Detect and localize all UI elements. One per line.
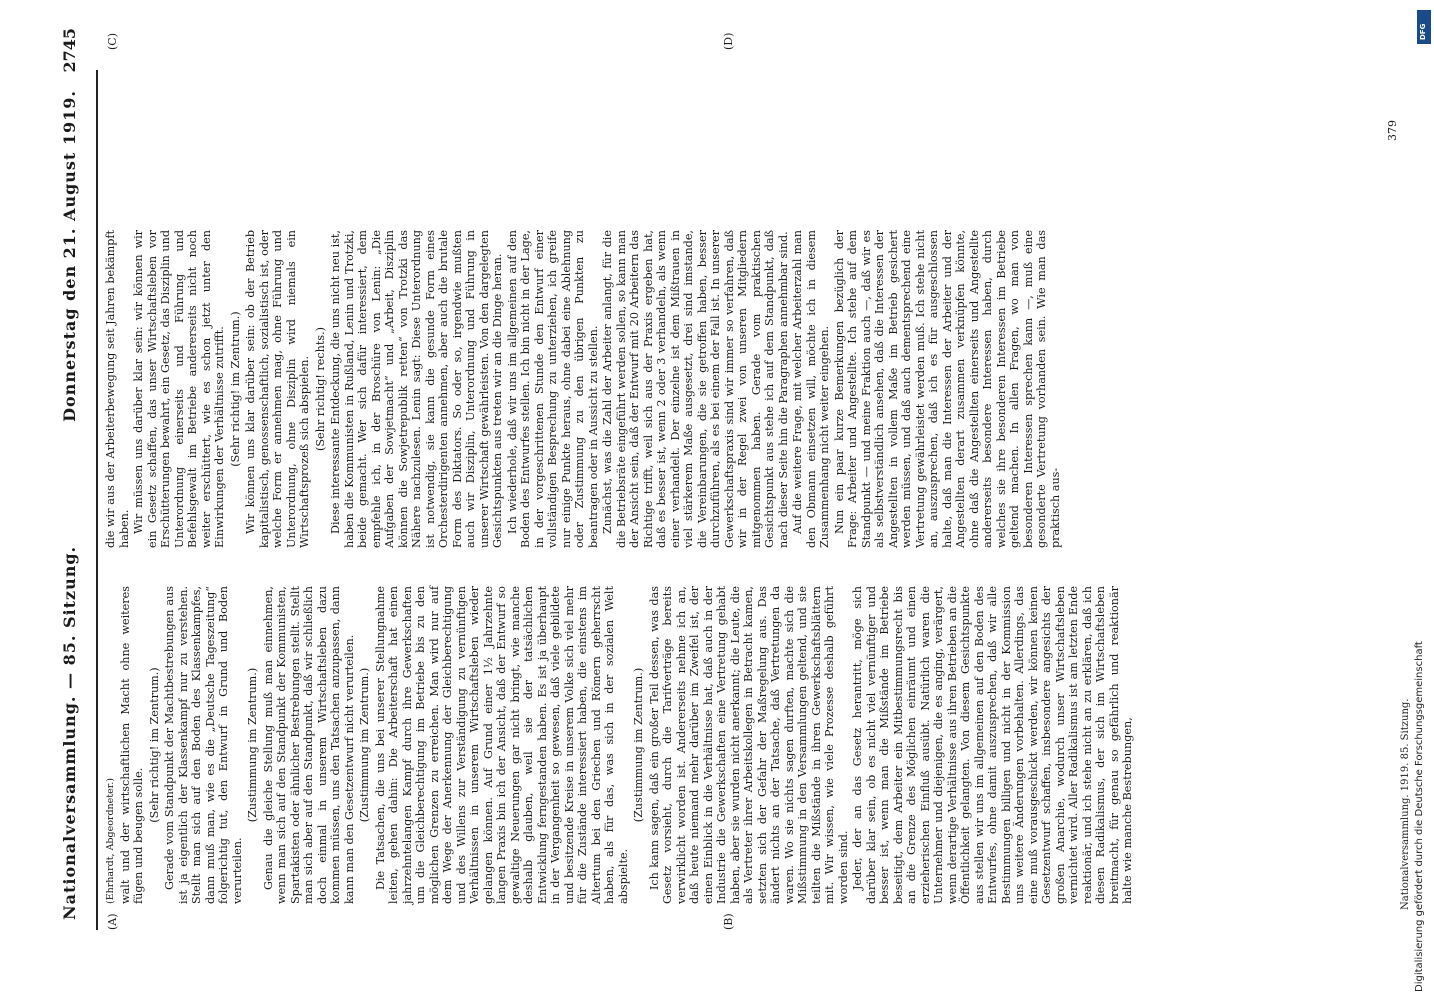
page-number-header: 2745	[60, 28, 79, 73]
footer-note: Nationalversammlung. 1919. 85. Sitzung.	[1400, 698, 1411, 910]
paragraph: Wir können uns klar darüber sein: ob der Betrieb kapitalistisch, genossenschaftlich, sozialistisch ist, oder welche Form er annehmen mag, ohne Führung und Unterordnung, ohne Disziplin wird niemals ein Wirtschaftsprozeß sich abspielen.	[244, 230, 311, 548]
interjection: (Zustimmung im Zentrum.)	[632, 667, 645, 823]
text-column-left	[104, 586, 1136, 904]
margin-marker-b: (B)	[722, 913, 735, 930]
paragraph: Wir müssen uns darüber klar sein: wir können wir ein Gesetz schaffen, das unser Wirtschaftsleben vor Erschütterungen bewahrt, ein Gesetz, das Disziplin und Unterordnung einerseits und Führung und Befehlsgewalt im Betriebe andererseits nicht noch weiter erschüttert, wie es schon jetzt unter den Einwirkungen der Verhältnisse zutrifft.	[132, 230, 226, 548]
paragraph: Jeder, der an das Gesetz herantritt, möge sich darüber klar sein, ob es nicht viel vernünftiger und besser ist, wenn man die Mißstände im Betriebe beseitigt, dem Arbeiter ein Mitbestimmungsrecht bis an die Grenze des Möglichen einräumt und einen erzieherischen Einfluß ausübt. Natürlich waren die Unternehmer und diejenigen, die es anging, verärgert, wenn derartige Verhältnisse aus ihren Betrieben an die Öffentlichkeit gelangten. Von diesem Gesichtspunkte aus stellen wir uns im allgemeinen auf den Boden des Entwurfes, ohne damit auszusprechen, daß wir alle Bestimmungen billigen und nicht in der Kommission uns weitere Änderungen vorbehalten. Allerdings, das eine muß vorausgeschickt werden, wir können keinen Gesetzentwurf schaffen, insbesondere angesichts der großen Anarchie, wodurch unser Wirtschaftsleben vernichtet wird. Aller Radikalismus ist am letzten Ende reaktionär, und ich stehe nicht an zu erklären, daß ich diesen Radikalismus, der sich im Wirtschaftsleben breitmacht, für genau so gefährlich und reaktionär halte wie manche Bestrebungen,	[851, 586, 1134, 904]
paragraph: Diese interessante Entdeckung, die uns nicht neu ist, haben die Kommunisten in Rußland, Lenin und Trotzki, beide gemacht. Wer sich dafür interessiert, dem empfehle ich, in der Broschüre von Lenin: „Die Aufgaben der Sowjetmacht“ und „Arbeit, Disziplin können die Sowjetrepublik retten“ von Trotzki das Nähere nachzulesen. Lenin sagt: Diese Unterordnung ist notwendig, sie kann die gesunde Form eines Orchesterdirigenten annehmen, aber auch die brutale Form des Diktators. So oder so, irgendwie mußten auch wir Disziplin, Unterordnung und Führung in unserer Wirtschaft gewährleisten. Von den dargelegten Gesichtspunkten aus treten wir an die Dinge heran.	[329, 230, 504, 548]
paragraph: Auf die weitere Frage, mit welcher Arbeiterzahl man den Obmann einsetzen will, möchte ich in diesem Zusammenhang nicht weiter eingehen.	[791, 230, 831, 548]
margin-marker-d: (D)	[722, 32, 735, 50]
running-header-date: Donnerstag den 21. August 1919.	[60, 90, 79, 422]
margin-marker-c: (C)	[106, 33, 119, 50]
interjection: (Sehr richtig! im Zentrum.)	[228, 311, 242, 467]
margin-marker-a: (A)	[106, 913, 119, 930]
interjection: (Sehr richtig! im Zentrum.)	[147, 667, 161, 823]
speaker-label: (Ehrhardt, Abgeordneter.)	[105, 778, 116, 904]
header-rule	[96, 70, 98, 930]
paragraph: die wir aus der Arbeiterbewegung seit Jahren bekämpft haben.	[104, 230, 131, 548]
interjection: (Zustimmung im Zentrum.)	[358, 667, 371, 823]
interjection: (Sehr richtig! rechts.)	[313, 326, 327, 452]
running-header-left: Nationalversammlung. — 85. Sitzung.	[60, 545, 79, 920]
paragraph: Gerade vom Standpunkt der Machtbestrebungen aus ist ja eigentlich der Klassenkampf nur zu verstehen. Stellt man sich auf den Boden des Klassenkampfes, dann muß man, wie es die „Deutsche Tageszeitung“ folgerichtig tut, den Entwurf in Grund und Boden verurteilen.	[163, 586, 244, 904]
paragraph: Nun ein paar kurze Bemerkungen bezüglich der Frage: Arbeiter und Angestellte. Ich stehe auf dem Standpunkt — und meine Fraktion auch —, daß wir es als selbstverständlich ansehen, daß die Interessen der Angestellten in vollem Maße im Betrieb gesichert werden müssen, und daß auch dementsprechend eine Vertretung gewährleistet werden muß. Ich stehe nicht an, auszusprechen, daß ich es für ausgeschlossen halte, daß man die Interessen der Arbeiter und der Angestellten derart zusammen verknüpfen könnte, ohne daß die Angestellten einerseits und Angestellte andererseits besondere Interessen haben, durch welches sie ihre besonderen Interessen im Betriebe geltend machen. In allen Fragen, wo man von besonderen Interessen sprechen kann —, muß eine gesonderte Vertretung vorhanden sein. Wie man das praktisch aus-	[832, 230, 1062, 548]
interjection: (Zustimmung im Zentrum.)	[246, 667, 259, 823]
paragraph: Zunächst, was die Zahl der Arbeiter anlangt, für die die Betriebsräte eingeführt werden sollen, so kann man der Ansicht sein, daß der Entwurf mit 20 Arbeitern das Richtige trifft, weil sich aus der Praxis ergeben hat, daß es besser ist, wenn 2 oder 3 verhandeln, als wenn einer verhandelt. Der einzelne ist dem Mißtrauen in viel stärkerem Maße ausgesetzt, drei sind imstande, die Vereinbarungen, die sie getroffen haben, besser durchzuführen, als es bei einem der Fall ist. In unserer Gewerkschaftspraxis sind wir immer so verfahren, daß wir in der Regel zwei von unseren Mitgliedern mitgenommen haben. Gerade vom praktischen Gesichtspunkt aus stehe ich auf dem Standpunkt, daß nach dieser Seite hin die Paragraphen annehmbar sind.	[601, 230, 790, 548]
digitization-credit	[1414, 8, 1426, 992]
page-number-footer: 379	[1386, 120, 1399, 141]
paragraph: walt und der wirtschaftlichen Macht ohne weiteres fügen und beugen solle.	[118, 586, 145, 904]
paragraph: Genau die gleiche Stellung muß man einnehmen, wenn man sich auf den Standpunkt der Kommunisten, Spartakisten oder ähnlicher Bestrebungen stellt. Stellt man sich aber auf den Standpunkt, daß wir schließlich doch einmal in unserem Wirtschaftsleben dazu kommen müssen, uns den Tatsachen anzupassen, dann kann man den Gesetzentwurf nicht verurteilen.	[261, 586, 356, 904]
dfg-logo-text: DFG	[1419, 23, 1427, 40]
paragraph: Die Tatsachen, die uns bei unserer Stellungnahme leiten, gehen dahin: Die Arbeiterschaft hat einen jahrzehntelangen Kampf durch ihre Gewerkschaften um die Gleichberechtigung im Betriebe bis zu den möglichen Grenzen zu erreichen. Man wird nur auf dem Wege der Anerkennung der Gleichberechtigung und des Willens zur Verständigung zu vernünftigen Verhältnissen in unserem Wirtschaftsleben wieder gelangen können. Auf Grund einer 1½ Jahrzehnte langen Praxis bin ich der Ansicht, daß der Entwurf so gewaltige Neuerungen gar nicht bringt, wie manche deshalb glauben, weil sie der tatsächlichen Entwicklung ferngestanden haben. Es ist ja überhaupt in der Vergangenheit so gewesen, daß viele gebildete und besitzende Kreise in unserem Volke sich viel mehr für die Zustände interessiert haben, die einstens im Altertum bei den Griechen und Römern geherrscht haben, als für das, was sich in der sozialen Welt abspielte.	[373, 586, 630, 904]
text-column-right	[104, 230, 1063, 548]
dfg-logo	[1417, 10, 1431, 44]
paragraph: Ich kann sagen, daß ein großer Teil dessen, was das Gesetz vorsieht, durch die Tarifverträge bereits verwirklicht worden ist. Andererseits nehme ich an, daß heute niemand mehr darüber im Zweifel ist, der einen Einblick in die Verhältnisse hat, daß auch in der Industrie die Gewerkschaften eine Vertretung gehabt haben, aber sie wurden nicht anerkannt; die Leute, die als Vertreter ihrer Arbeitskollegen in Betracht kamen, setzten sich der Gefahr der Maßregelung aus. Das ändert nichts an der Tatsache, daß Vertretungen da waren. Wo sie nichts sagen durften, machte sich die Mißstimmung in den Versammlungen geltend, und sie teilten die Mißstände in ihren Gewerkschaftsblättern mit. Wir wissen, wie viele Prozesse deshalb geführt worden sind.	[647, 586, 850, 904]
paragraph: Ich wiederhole, daß wir uns im allgemeinen auf den Boden des Entwurfes stellen. Ich bin nicht in der Lage, in der vorgeschrittenen Stunde den Entwurf einer vollständigen Besprechung zu unterziehen, ich greife nur einige Punkte heraus, ohne dabei eine Ablehnung oder Zustimmung zu den übrigen Punkten zu beantragen oder in Aussicht zu stellen.	[505, 230, 600, 548]
credit-text: Digitalisierung gefördert durch die Deutsche Forschungsgemeinschaft	[1414, 641, 1425, 992]
